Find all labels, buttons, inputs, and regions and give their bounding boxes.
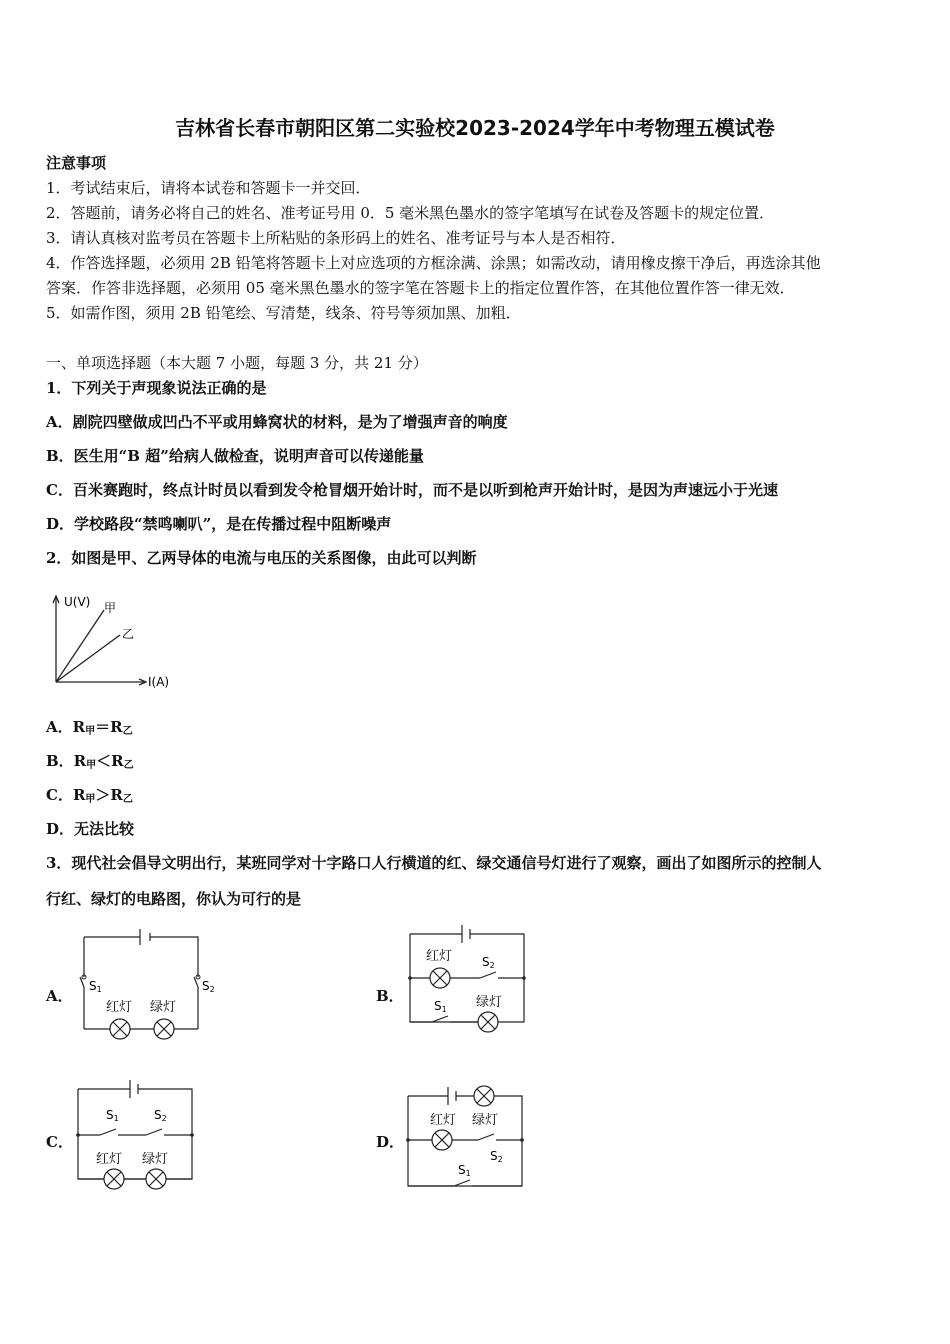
svg-text:红灯: 红灯 bbox=[96, 1152, 123, 1167]
circuit-d bbox=[400, 1078, 535, 1196]
note-item: 1．考试结束后，请将本试卷和答题卡一并交回． bbox=[46, 179, 371, 197]
svg-text:红灯: 红灯 bbox=[430, 1113, 457, 1128]
svg-text:S1: S1 bbox=[89, 979, 102, 994]
question-3-stem-line1: 3．现代社会倡导文明出行，某班同学对十字路口人行横道的红、绿交通信号灯进行了观察，画出了如图所示的控制人 bbox=[46, 854, 822, 872]
svg-text:红灯: 红灯 bbox=[106, 1000, 133, 1015]
x-axis-label: I(A) bbox=[148, 675, 170, 689]
question-1-stem: 1．下列关于声现象说法正确的是 bbox=[46, 379, 267, 397]
circuit-a bbox=[72, 925, 222, 1045]
jia-label: 甲 bbox=[104, 601, 117, 615]
circuit-c bbox=[70, 1075, 205, 1195]
question-1-option-a: A．剧院四壁做成凹凸不平或用蜂窝状的材料，是为了增强声音的响度 bbox=[46, 413, 508, 431]
question-3-stem-line2: 行红、绿灯的电路图，你认为可行的是 bbox=[46, 890, 302, 908]
line-yi bbox=[56, 635, 120, 682]
circuit-b-label: B． bbox=[376, 987, 404, 1005]
svg-text:S2: S2 bbox=[202, 979, 215, 994]
notes-heading: 注意事项 bbox=[46, 154, 107, 172]
svg-text:S2: S2 bbox=[482, 955, 495, 970]
question-1-option-b: B．医生用“B 超”给病人做检查，说明声音可以传递能量 bbox=[46, 447, 424, 465]
page-title: 吉林省长春市朝阳区第二实验校2023-2024学年中考物理五模试卷 bbox=[175, 116, 775, 140]
note-item: 4．作答选择题，必须用 2B 铅笔将答题卡上对应选项的方框涂满、涂黑；如需改动，请用橡皮擦干净后，再选涂其他 bbox=[46, 254, 821, 272]
question-2-option-a: A．$R_甲=R_乙$ bbox=[46, 718, 133, 737]
svg-text:绿灯: 绿灯 bbox=[142, 1152, 169, 1167]
circuit-d-label: D． bbox=[376, 1133, 405, 1151]
ui-graph bbox=[44, 590, 194, 695]
svg-text:S1: S1 bbox=[434, 999, 447, 1014]
yi-label: 乙 bbox=[122, 627, 135, 641]
note-item: 2．答题前，请务必将自己的姓名、准考证号用 0．5 毫米黑色墨水的签字笔填写在试卷及答题卡的规定位置． bbox=[46, 204, 775, 222]
question-2-option-b: B．$R_甲<R_乙$ bbox=[46, 752, 134, 771]
line-jia bbox=[56, 610, 104, 682]
section-heading: 一、单项选择题（本大题 7 小题，每题 3 分，共 21 分） bbox=[46, 354, 428, 372]
svg-text:红灯: 红灯 bbox=[426, 949, 453, 964]
note-item: 3．请认真核对监考员在答题卡上所粘贴的条形码上的姓名、准考证号与本人是否相符． bbox=[46, 229, 626, 247]
circuit-b bbox=[402, 920, 537, 1038]
question-2-option-d: D．无法比较 bbox=[46, 820, 135, 838]
note-item: 答案．作答非选择题，必须用 05 毫米黑色墨水的签字笔在答题卡上的指定位置作答，在其他位置作答一律无效． bbox=[46, 279, 795, 297]
circuit-c-label: C． bbox=[46, 1133, 73, 1151]
svg-text:绿灯: 绿灯 bbox=[150, 1000, 177, 1015]
question-1-option-c: C．百米赛跑时，终点计时员以看到发令枪冒烟开始计时，而不是以听到枪声开始计时，是因为声速远小于光速 bbox=[46, 481, 778, 499]
question-2-option-c: C．$R_甲>R_乙$ bbox=[46, 786, 133, 805]
svg-text:绿灯: 绿灯 bbox=[472, 1113, 499, 1128]
note-item: 5．如需作图，须用 2B 铅笔绘、写清楚，线条、符号等须加黑、加粗． bbox=[46, 304, 521, 322]
svg-text:S2: S2 bbox=[154, 1108, 167, 1123]
question-1-option-d: D．学校路段“禁鸣喇叭”，是在传播过程中阻断噪声 bbox=[46, 515, 392, 533]
question-2-stem: 2．如图是甲、乙两导体的电流与电压的关系图像，由此可以判断 bbox=[46, 549, 477, 567]
svg-text:S1: S1 bbox=[458, 1163, 471, 1178]
y-axis-label: U(V) bbox=[64, 595, 91, 609]
svg-text:S1: S1 bbox=[106, 1108, 119, 1123]
svg-text:绿灯: 绿灯 bbox=[476, 995, 503, 1010]
circuit-a-label: A． bbox=[46, 987, 73, 1005]
svg-text:S2: S2 bbox=[490, 1149, 503, 1164]
